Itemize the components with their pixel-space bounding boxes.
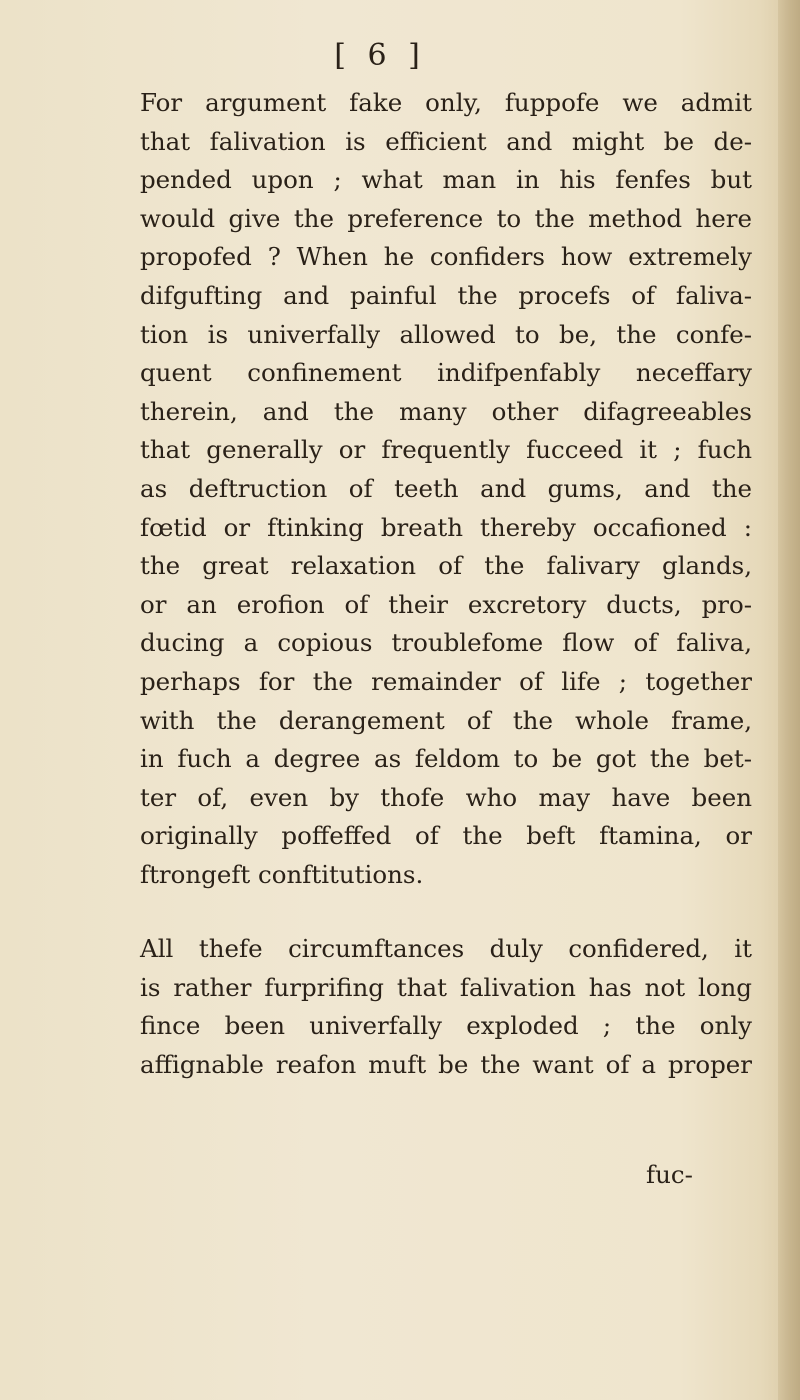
text-line: as deftruction of teeth and gums, and the [140,473,752,503]
text-line: difgufting and painful the procefs of faliva- [140,280,752,310]
text-line: ftrongeft conftitutions. [140,859,424,889]
paragraph-1 [140,84,752,894]
text-line: affignable reafon muft be the want of a proper [140,1049,752,1079]
text-line: ducing a copious troublefome flow of faliva, [140,628,752,658]
text-line: For argument fake only, fuppofe we admit [140,88,752,117]
text-line: is rather furprifing that falivation has not long [140,972,752,1002]
text-line: originally poffeffed of the beft ftamina, or [140,821,752,851]
text-line: that falivation is efficient and might be de- [140,126,752,156]
paragraph-2 [140,930,752,1084]
text-line: tion is univerfally allowed to be, the confe- [140,319,752,349]
text-line: fœtid or ftinking breath thereby occafioned : [140,512,752,542]
page-number-header: [ 6 ] [334,38,426,73]
text-line: perhaps for the remainder of life ; together [140,666,752,696]
text-line: with the derangement of the whole frame, [140,705,752,735]
text-line: in fuch a degree as feldom to be got the bet- [140,744,752,774]
text-line: the great relaxation of the falivary glands, [140,551,752,581]
text-line: All thefe circumftances duly confidered, it [140,934,752,963]
text-line: or an erofion of their excretory ducts, pro- [140,589,752,619]
text-line: propofed ? When he confiders how extremely [140,242,752,272]
text-line: pended upon ; what man in his fenfes but [140,165,752,195]
text-line: quent confinement indifpenfably neceffary [140,358,752,388]
text-line: that generally or frequently fucceed it ; fuch [140,435,752,465]
text-line: would give the preference to the method here [140,203,752,233]
text-line: ter of, even by thofe who may have been [140,782,752,812]
catchword: fuc- [646,1160,693,1189]
page-edge-shadow [778,0,800,1400]
text-line: therein, and the many other difagreeables [140,396,752,426]
text-line: fince been univerfally exploded ; the only [140,1011,752,1041]
